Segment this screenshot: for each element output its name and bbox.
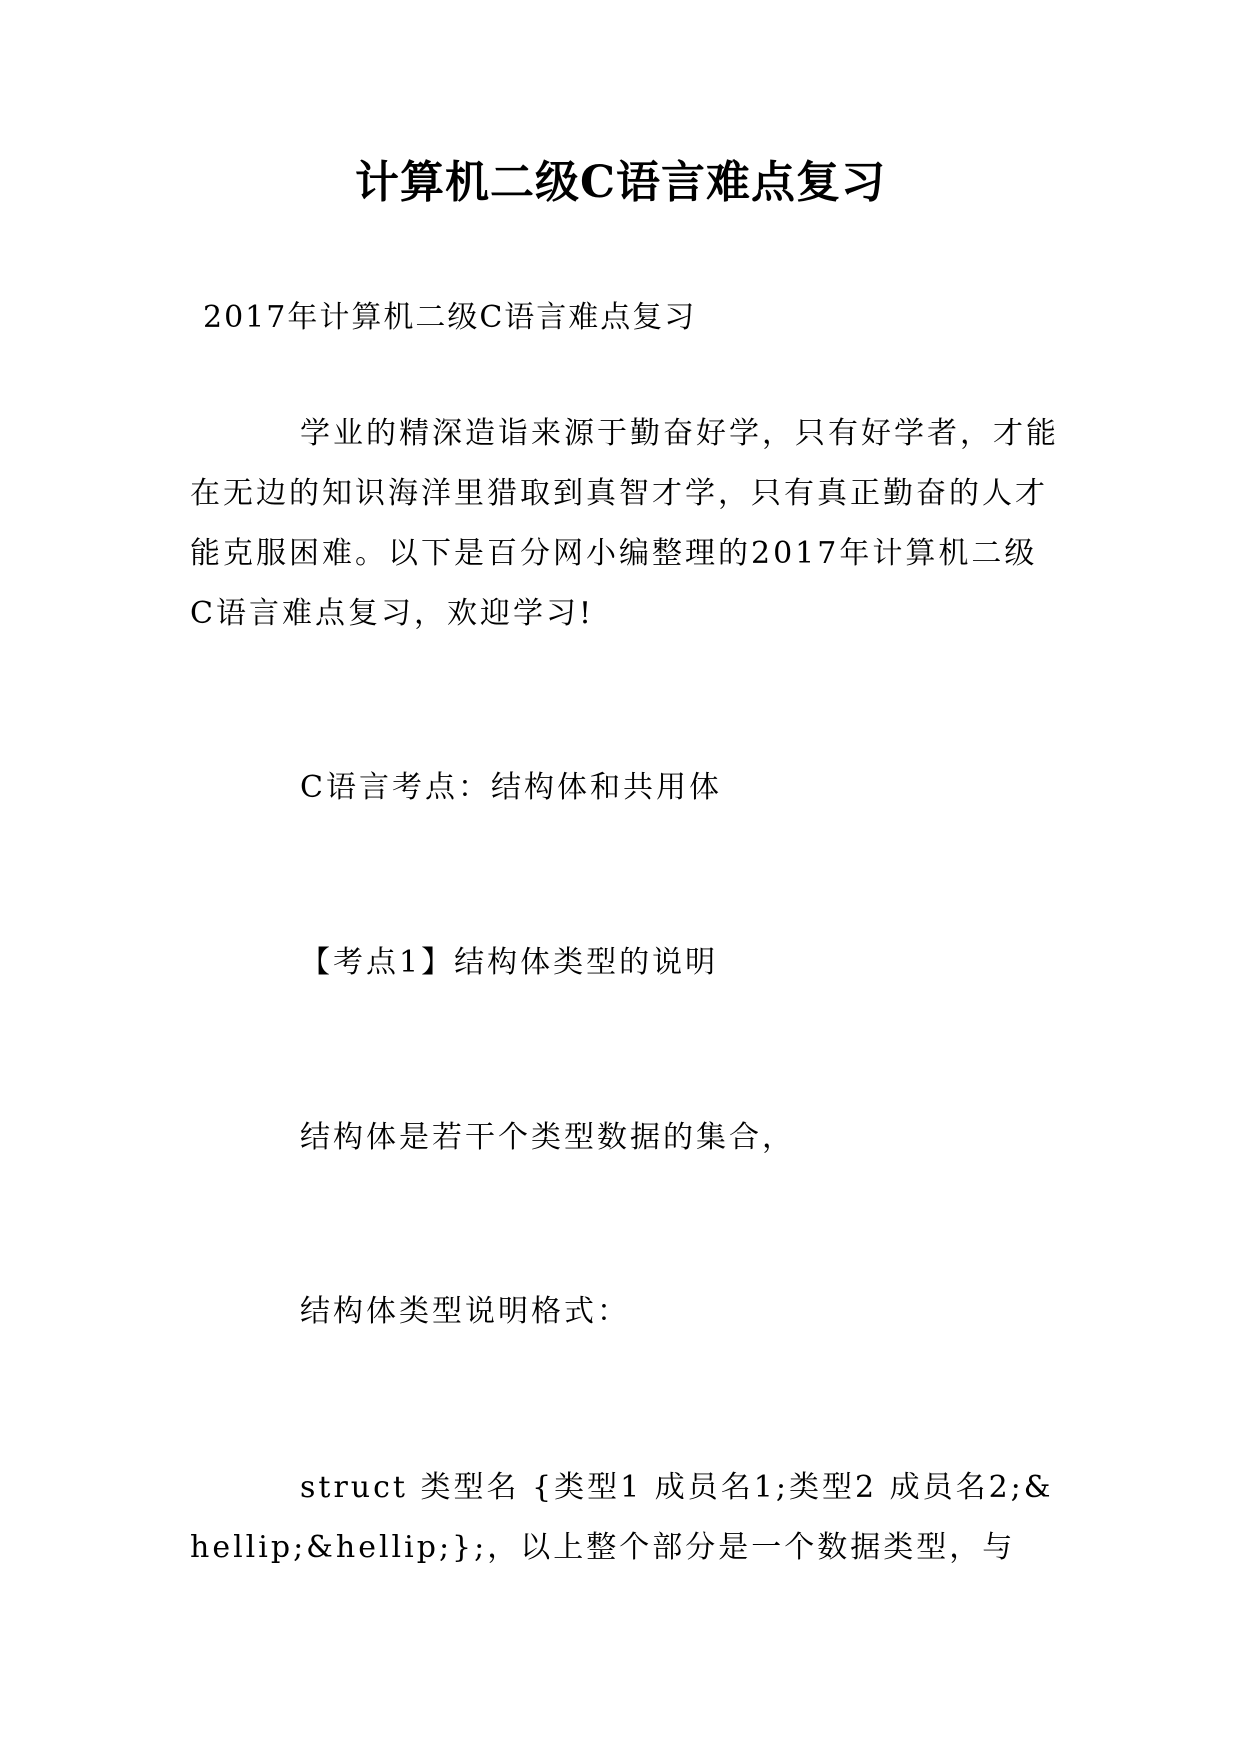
intro-paragraph: 学业的精深造诣来源于勤奋好学，只有好学者，才能在无边的知识海洋里猎取到真智才学，只有真正勤奋的人才能克服困难。以下是百分网小编整理的2017年计算机二级C语言难点复习，欢迎学习! [190,416,1059,631]
document-title: 计算机二级C语言难点复习 [354,157,887,208]
topic-heading: C语言考点：结构体和共用体 [300,770,722,805]
point1-heading: 【考点1】结构体类型的说明 [300,945,719,980]
document-subtitle: 2017年计算机二级C语言难点复习 [203,300,697,335]
definition-paragraph: 结构体是若干个类型数据的集合， [300,1120,795,1155]
format-label: 结构体类型说明格式： [300,1294,630,1329]
format-text-paragraph: struct 类型名 {类型1 成员名1;类型2 成员名2;&hellip;&hellip;};，以上整个部分是一个数据类型，与 [190,1470,1054,1565]
